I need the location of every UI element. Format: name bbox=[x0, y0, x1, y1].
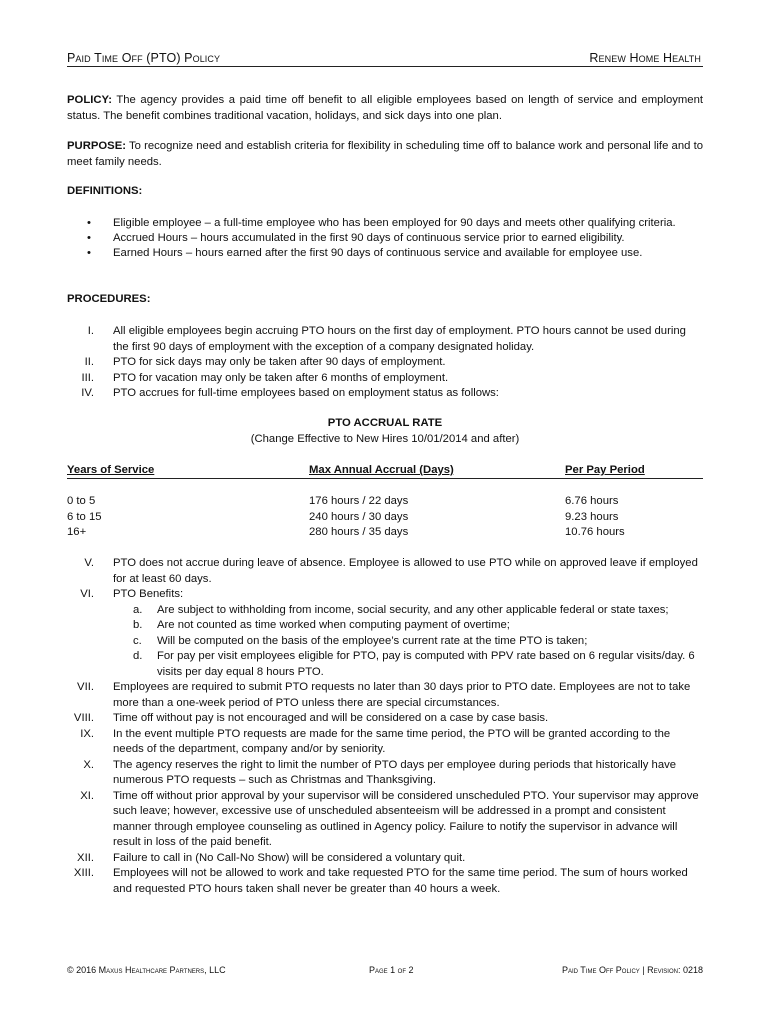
procedures-list-2 bbox=[67, 556, 703, 897]
procedure-item: IV. PTO accrues for full-time employees based on employment status as follows: bbox=[81, 387, 499, 399]
purpose-label: PURPOSE: bbox=[67, 140, 127, 152]
benefit-item: c. Will be computed on the basis of the employee’s current rate at the time PTO is taken; bbox=[133, 634, 588, 647]
procedure-item: VII. Employees are required to submit PTO requests no later than 30 days prior to PTO date. Employees are not to take more than a one-week period of PTO unless there are special circumstances. bbox=[77, 681, 691, 709]
definition-item: • Accrued Hours – hours accumulated in the first 90 days of continuous service prior to earned eligibility. bbox=[67, 231, 703, 246]
definitions-heading: DEFINITIONS: bbox=[67, 185, 143, 197]
accrual-subtitle: (Change Effective to New Hires 10/01/2014 and after) bbox=[250, 432, 520, 445]
table-row bbox=[67, 510, 703, 526]
table-cell: 0 to 5 bbox=[67, 495, 96, 507]
procedure-item: VIII. Time off without pay is not encouraged and will be considered on a case by case basis. bbox=[73, 712, 549, 724]
procedure-item: XI. Time off without prior approval by your supervisor will be considered unscheduled PTO. Your supervisor may approve such leave; however, excessive use of unscheduled absenteeism will be addressed in a prompt and consistent manner through employee counseling as outlined in Agency policy. Failure to notify the supervisor in advance will result in loss of the paid benefit. bbox=[80, 789, 699, 848]
procedure-item: X. The agency reserves the right to limit the number of PTO days per employee during periods that historically have numerous PTO requests – such as Christmas and Thanksgiving. bbox=[83, 758, 677, 786]
definitions-list bbox=[67, 216, 703, 261]
procedure-item: V. PTO does not accrue during leave of absence. Employee is allowed to use PTO while on approved leave if employed for at least 60 days. bbox=[84, 557, 698, 585]
table-cell: 6.76 hours bbox=[565, 495, 619, 507]
document-page bbox=[67, 0, 703, 1024]
policy-paragraph bbox=[67, 93, 703, 124]
page-header bbox=[67, 48, 703, 67]
table-cell: 280 hours / 35 days bbox=[309, 526, 409, 538]
footer-copyright: © 2016 Maxus Healthcare Partners, LLC bbox=[67, 965, 226, 975]
column-header: Max Annual Accrual (Days) bbox=[309, 462, 565, 479]
procedures-list-1 bbox=[67, 324, 703, 402]
footer-document-revision: Paid Time Off Policy | Revision: 0218 bbox=[561, 965, 703, 975]
procedure-item: XII. Failure to call in (No Call-No Show) will be considered a voluntary quit. bbox=[77, 851, 466, 864]
table-cell: 176 hours / 22 days bbox=[309, 495, 409, 507]
purpose-paragraph bbox=[67, 139, 703, 170]
procedure-item: II. PTO for sick days may only be taken after 90 days of employment. bbox=[84, 356, 446, 368]
accrual-title-block bbox=[67, 416, 703, 447]
table-cell: 9.23 hours bbox=[565, 510, 619, 523]
policy-label: POLICY: bbox=[67, 94, 112, 106]
accrual-title: PTO ACCRUAL RATE bbox=[327, 417, 443, 429]
table-cell: 10.76 hours bbox=[565, 526, 625, 538]
table-cell: 240 hours / 30 days bbox=[309, 510, 409, 523]
benefit-item: a. Are subject to withholding from income, social security, and any other applicable federal or state taxes; bbox=[133, 603, 669, 616]
benefit-item: d. For pay per visit employees eligible for PTO, pay is computed with PPV rate based on 6 regular visits/day. 6 visits per day equal 8 hours PTO. bbox=[133, 650, 695, 678]
procedure-item: IX. In the event multiple PTO requests are made for the same time period, the PTO will be granted according to the needs of the department, company and/or by seniority. bbox=[80, 727, 671, 755]
table-cell: 6 to 15 bbox=[67, 510, 102, 523]
definition-item: • Earned Hours – hours earned after the first 90 days of continuous service and available for employee use. bbox=[67, 246, 703, 261]
policy-text: The agency provides a paid time off benefit to all eligible employees based on length of service and employment status. The benefit combines traditional vacation, holidays, and sick days into one plan. bbox=[67, 94, 703, 122]
procedure-item: III. PTO for vacation may only be taken after 6 months of employment. bbox=[81, 371, 449, 384]
accrual-table bbox=[67, 462, 703, 541]
definition-item: • Eligible employee – a full-time employee who has been employed for 90 days and meets other qualifying criteria. bbox=[67, 216, 703, 231]
purpose-text: To recognize need and establish criteria for flexibility in scheduling time off to balance work and personal life and to meet family needs. bbox=[67, 140, 703, 168]
table-cell: 16+ bbox=[67, 526, 87, 538]
procedure-item: VI. PTO Benefits: bbox=[80, 588, 184, 600]
table-row bbox=[67, 494, 703, 510]
table-header-row bbox=[67, 462, 703, 479]
procedures-heading: PROCEDURES: bbox=[67, 293, 151, 305]
benefit-item: b. Are not counted as time worked when computing payment of overtime; bbox=[133, 619, 510, 631]
header-company: Renew Home Health bbox=[589, 51, 701, 65]
column-header: Per Pay Period bbox=[565, 462, 703, 479]
header-title: Paid Time Off (PTO) Policy bbox=[67, 51, 221, 65]
procedure-item: XIII. Employees will not be allowed to work and take requested PTO for the same time period. The sum of hours worked and requested PTO hours taken shall never be greater than 40 hours a week. bbox=[73, 867, 688, 895]
procedure-item: I. All eligible employees begin accruing PTO hours on the first day of employment. PTO hours cannot be used during the first 90 days of employment with the exception of a company designated holiday. bbox=[87, 325, 686, 353]
column-header: Years of Service bbox=[67, 462, 309, 479]
table-row bbox=[67, 525, 703, 541]
footer-page-number: Page 1 of 2 bbox=[369, 965, 414, 975]
